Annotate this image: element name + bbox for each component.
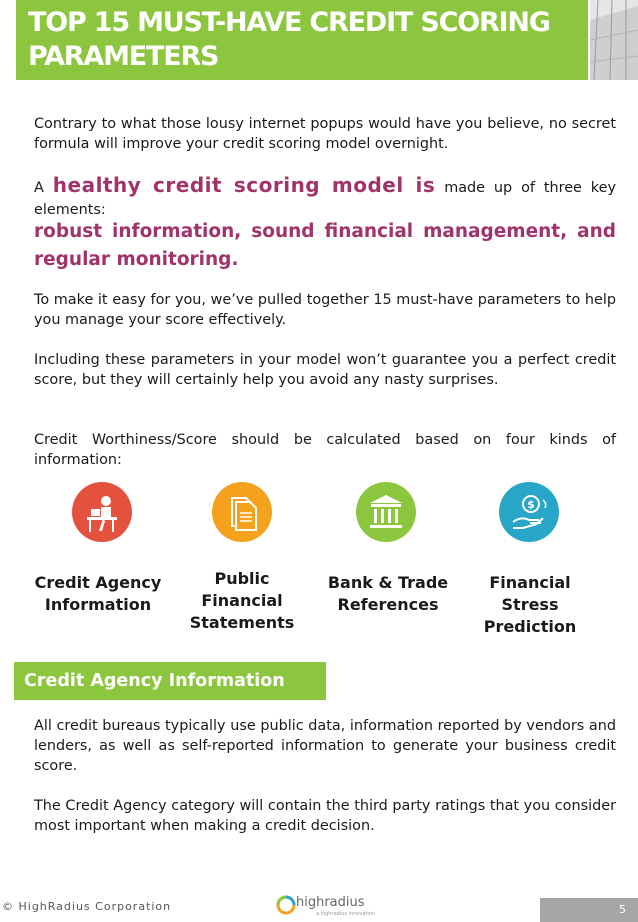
logo-text: highradius — [296, 895, 365, 910]
kinds-paragraph: Credit Worthiness/Score should be calculated based on four kinds of information: — [34, 432, 616, 468]
parameters-paragraph: To make it easy for you, we’ve pulled together 15 must-have parameters to help you manage your score effectively. — [34, 292, 616, 328]
category-label-financial-stress: Financial Stress Prediction — [483, 573, 577, 636]
elements-paragraph — [34, 174, 616, 221]
logo-tagline: a highradius innovation — [316, 911, 375, 917]
page-number-box — [540, 898, 638, 922]
category-label-credit-agency: Credit Agency Information — [34, 573, 162, 614]
category-label-public-financial: Public Financial Statements — [189, 569, 295, 632]
category-label-bank-trade: Bank & Trade References — [327, 573, 449, 614]
section-title: Credit Agency Information — [24, 671, 285, 691]
svg-text:$: $ — [527, 498, 535, 511]
page-title: TOP 15 MUST-HAVE CREDIT SCORING PARAMETERS — [28, 7, 550, 72]
intro-paragraph: Contrary to what those lousy internet popups would have you believe, no secret formula will improve your credit scoring model overnight. — [34, 116, 616, 152]
documents-icon — [212, 482, 272, 542]
highradius-logo — [276, 892, 386, 918]
elements-suffix: made up of three key elements: — [34, 180, 616, 218]
person-at-desk-icon — [72, 482, 132, 542]
elements-highlight: healthy credit scoring model is — [52, 173, 436, 197]
elements-prefix: A — [34, 180, 44, 196]
hand-money-icon — [499, 482, 559, 542]
corner-photo — [590, 0, 638, 80]
elements-list: robust information, sound financial management, and regular monitoring. — [34, 221, 616, 270]
copyright-notice: © HighRadius Corporation — [2, 900, 172, 913]
section-paragraph-2: The Credit Agency category will contain the third party ratings that you consider most important when making a credit decision. — [34, 798, 616, 834]
section-banner — [14, 662, 326, 700]
section-paragraph-1: All credit bureaus typically use public data, information reported by vendors and lenders, as well as self-reported information to generate your business credit score. — [34, 718, 616, 774]
guarantee-paragraph: Including these parameters in your model won’t guarantee you a perfect credit score, but they will certainly help you avoid any nasty surprises. — [34, 352, 616, 388]
page-number: 5 — [619, 903, 626, 916]
bank-icon — [356, 482, 416, 542]
